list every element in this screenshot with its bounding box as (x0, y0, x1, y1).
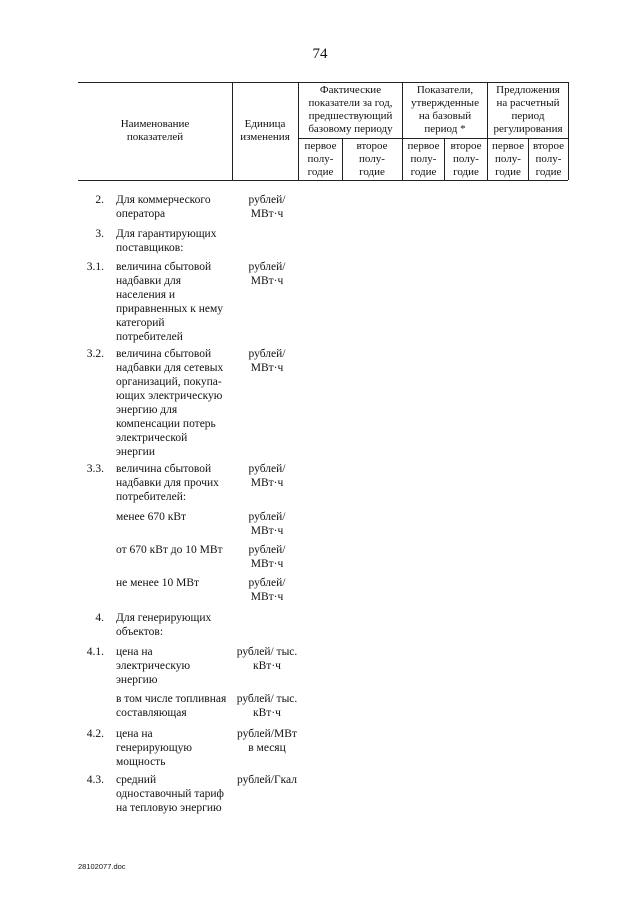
header-second-half: второе полу- годие (450, 140, 482, 178)
row-number: 3. (95, 228, 104, 240)
row-indicator-name: менее 670 кВт (116, 511, 187, 523)
row-indicator-name: средний одноставочный тариф на тепловую энергию (116, 774, 224, 814)
header-top-border (78, 82, 568, 83)
document-filename: 28102077.doc (78, 862, 126, 871)
row-unit: рублей/ МВт·ч (248, 544, 286, 570)
row-indicator-name: не менее 10 МВт (116, 577, 200, 589)
row-unit: рублей/ МВт·ч (248, 261, 286, 287)
row-unit: рублей/МВт в месяц (237, 728, 297, 754)
page-number: 74 (312, 46, 328, 62)
header-first-half: первое полу- годие (407, 140, 440, 178)
row-indicator-name: Для коммерческого оператора (116, 194, 211, 220)
row-indicator-name: от 670 кВт до 10 МВт (116, 544, 223, 556)
row-number: 4.3. (86, 774, 104, 786)
row-indicator-name: величина сбытовой надбавки для прочих потребителей: (116, 463, 219, 503)
row-indicator-name: цена на электрическую энергию (116, 646, 191, 686)
header-group-approved: Показатели, утвержденные на базовый период * (411, 84, 479, 135)
header-group-actual: Фактические показатели за год, предшествующий базовому периоду (308, 84, 393, 135)
row-indicator-name: Для генерирующих объектов: (116, 612, 212, 638)
row-indicator-name: в том числе топливная составляющая (116, 693, 227, 719)
row-number: 2. (95, 194, 104, 206)
row-unit: рублей/ МВт·ч (248, 463, 286, 489)
row-number: 4. (95, 612, 104, 624)
row-number: 4.1. (86, 646, 104, 658)
header-name-column: Наименование показателей (120, 118, 190, 143)
header-col-divider (568, 82, 569, 180)
header-second-half: второе полу- годие (356, 140, 388, 178)
row-number: 3.3. (86, 463, 104, 475)
row-number: 3.1. (86, 261, 104, 273)
header-unit-column: Единица изменения (240, 118, 290, 143)
row-indicator-name: величина сбытовой надбавки для населения и приравненных к нему категорий потребителей (116, 261, 224, 343)
row-number: 4.2. (86, 728, 104, 740)
row-unit: рублей/ МВт·ч (248, 577, 286, 603)
row-indicator-name: Для гарантирующих поставщиков: (116, 228, 217, 254)
header-second-half: второе полу- годие (532, 140, 565, 178)
row-unit: рублей/Гкал (237, 774, 297, 786)
row-indicator-name: величина сбытовой надбавки для сетевых организаций, покупа- ющих электрическую энергию для компенсации потерь электрической энергии (116, 348, 224, 458)
header-first-half: первое полу- годие (492, 140, 524, 178)
row-unit: рублей/ МВт·ч (248, 194, 286, 220)
row-unit: рублей/ тыс. кВт·ч (236, 646, 298, 672)
header-bottom-border (78, 180, 568, 181)
row-indicator-name: цена на генерирующую мощность (116, 728, 192, 768)
header-col-divider (232, 82, 233, 180)
header-group-proposed: Предложения на расчетный период регулирования (493, 84, 563, 135)
row-unit: рублей/ МВт·ч (248, 511, 286, 537)
header-first-half: первое полу- годие (304, 140, 337, 178)
row-unit: рублей/ МВт·ч (248, 348, 286, 374)
row-number: 3.2. (86, 348, 104, 360)
row-unit: рублей/ тыс. кВт·ч (236, 693, 298, 719)
